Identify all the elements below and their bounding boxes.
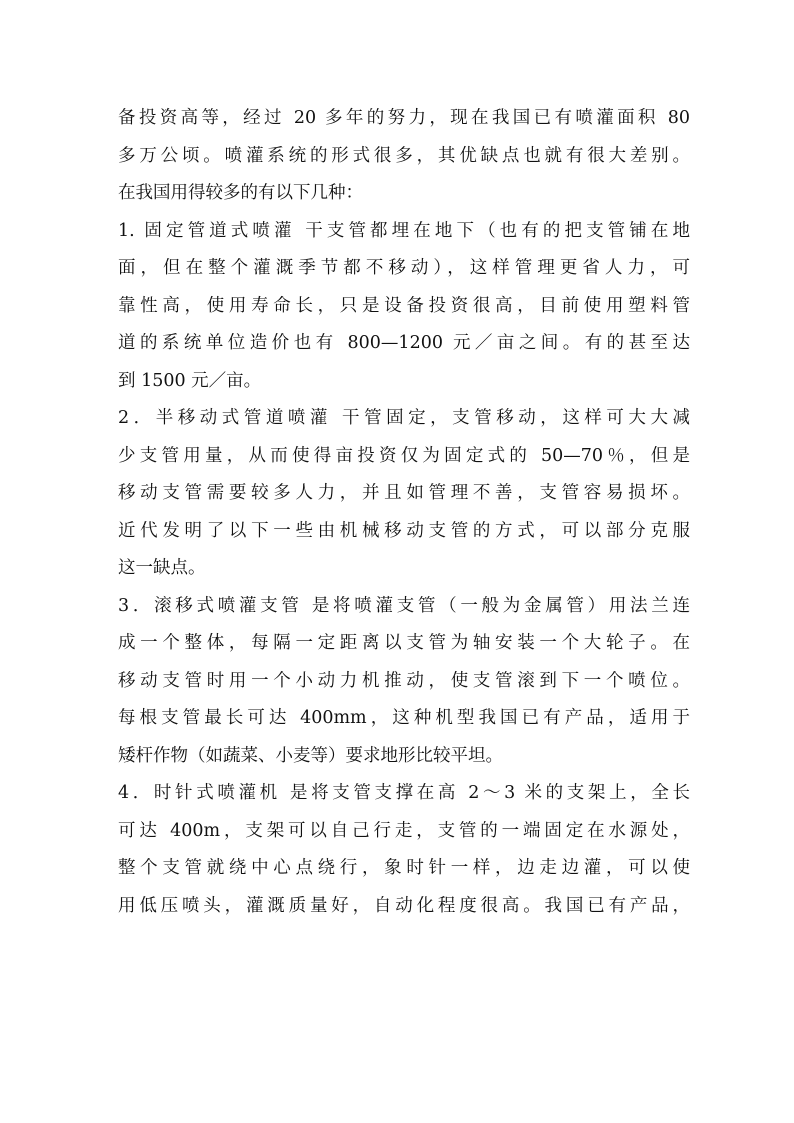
- text-line: 1. 固定管道式喷灌 干支管都埋在地下（也有的把支管铺在地: [118, 220, 690, 241]
- text-line: 备投资高等，经过 20 多年的努力，现在我国已有喷灌面积 80: [118, 108, 690, 128]
- text-line: 3．滚移式喷灌支管 是将喷灌支管（一般为金属管）用法兰连: [118, 595, 690, 616]
- text-line: 到 1500 元／亩。: [118, 370, 262, 391]
- text-line: 在我国用得较多的有以下几种：: [118, 183, 363, 203]
- text-line: 靠性高，使用寿命长，只是设备投资很高，目前使用塑料管: [118, 295, 690, 316]
- text-line: 矮杆作物（如蔬菜、小麦等）要求地形比较平坦。: [118, 745, 503, 766]
- text-line: 移动支管时用一个小动力机推动，使支管滚到下一个喷位。: [118, 670, 690, 691]
- text-line: 用低压喷头，灌溉质量好，自动化程度很高。我国已有产品，: [118, 895, 690, 916]
- text-line: 2．半移动式管道喷灌 干管固定，支管移动，这样可大大减: [118, 408, 690, 428]
- body-text: [118, 100, 690, 925]
- text-line: 道的系统单位造价也有 800—1200 元／亩之间。有的甚至达: [118, 333, 690, 353]
- text-line: 近代发明了以下一些由机械移动支管的方式，可以部分克服: [118, 520, 690, 541]
- text-line: 多万公顷。喷灌系统的形式很多，其优缺点也就有很大差别。: [118, 145, 690, 166]
- text-line: 整个支管就绕中心点绕行，象时针一样，边走边灌，可以使: [118, 858, 690, 878]
- text-line: 面，但在整个灌溉季节都不移动），这样管理更省人力，可: [118, 258, 690, 278]
- text-line: 少支管用量，从而使得亩投资仅为固定式的 50—70％，但是: [118, 445, 690, 466]
- text-line: 这一缺点。: [118, 558, 206, 578]
- text-line: 移动支管需要较多人力，并且如管理不善，支管容易损坏。: [118, 483, 690, 503]
- text-line: 可达 400m，支架可以自己行走，支管的一端固定在水源处，: [118, 820, 690, 841]
- text-line: 每根支管最长可达 400mm，这种机型我国已有产品，适用于: [118, 708, 690, 728]
- text-line: 4．时针式喷灌机 是将支管支撑在高 2～3 米的支架上，全长: [118, 783, 690, 803]
- text-line: 成一个整体，每隔一定距离以支管为轴安装一个大轮子。在: [118, 633, 690, 653]
